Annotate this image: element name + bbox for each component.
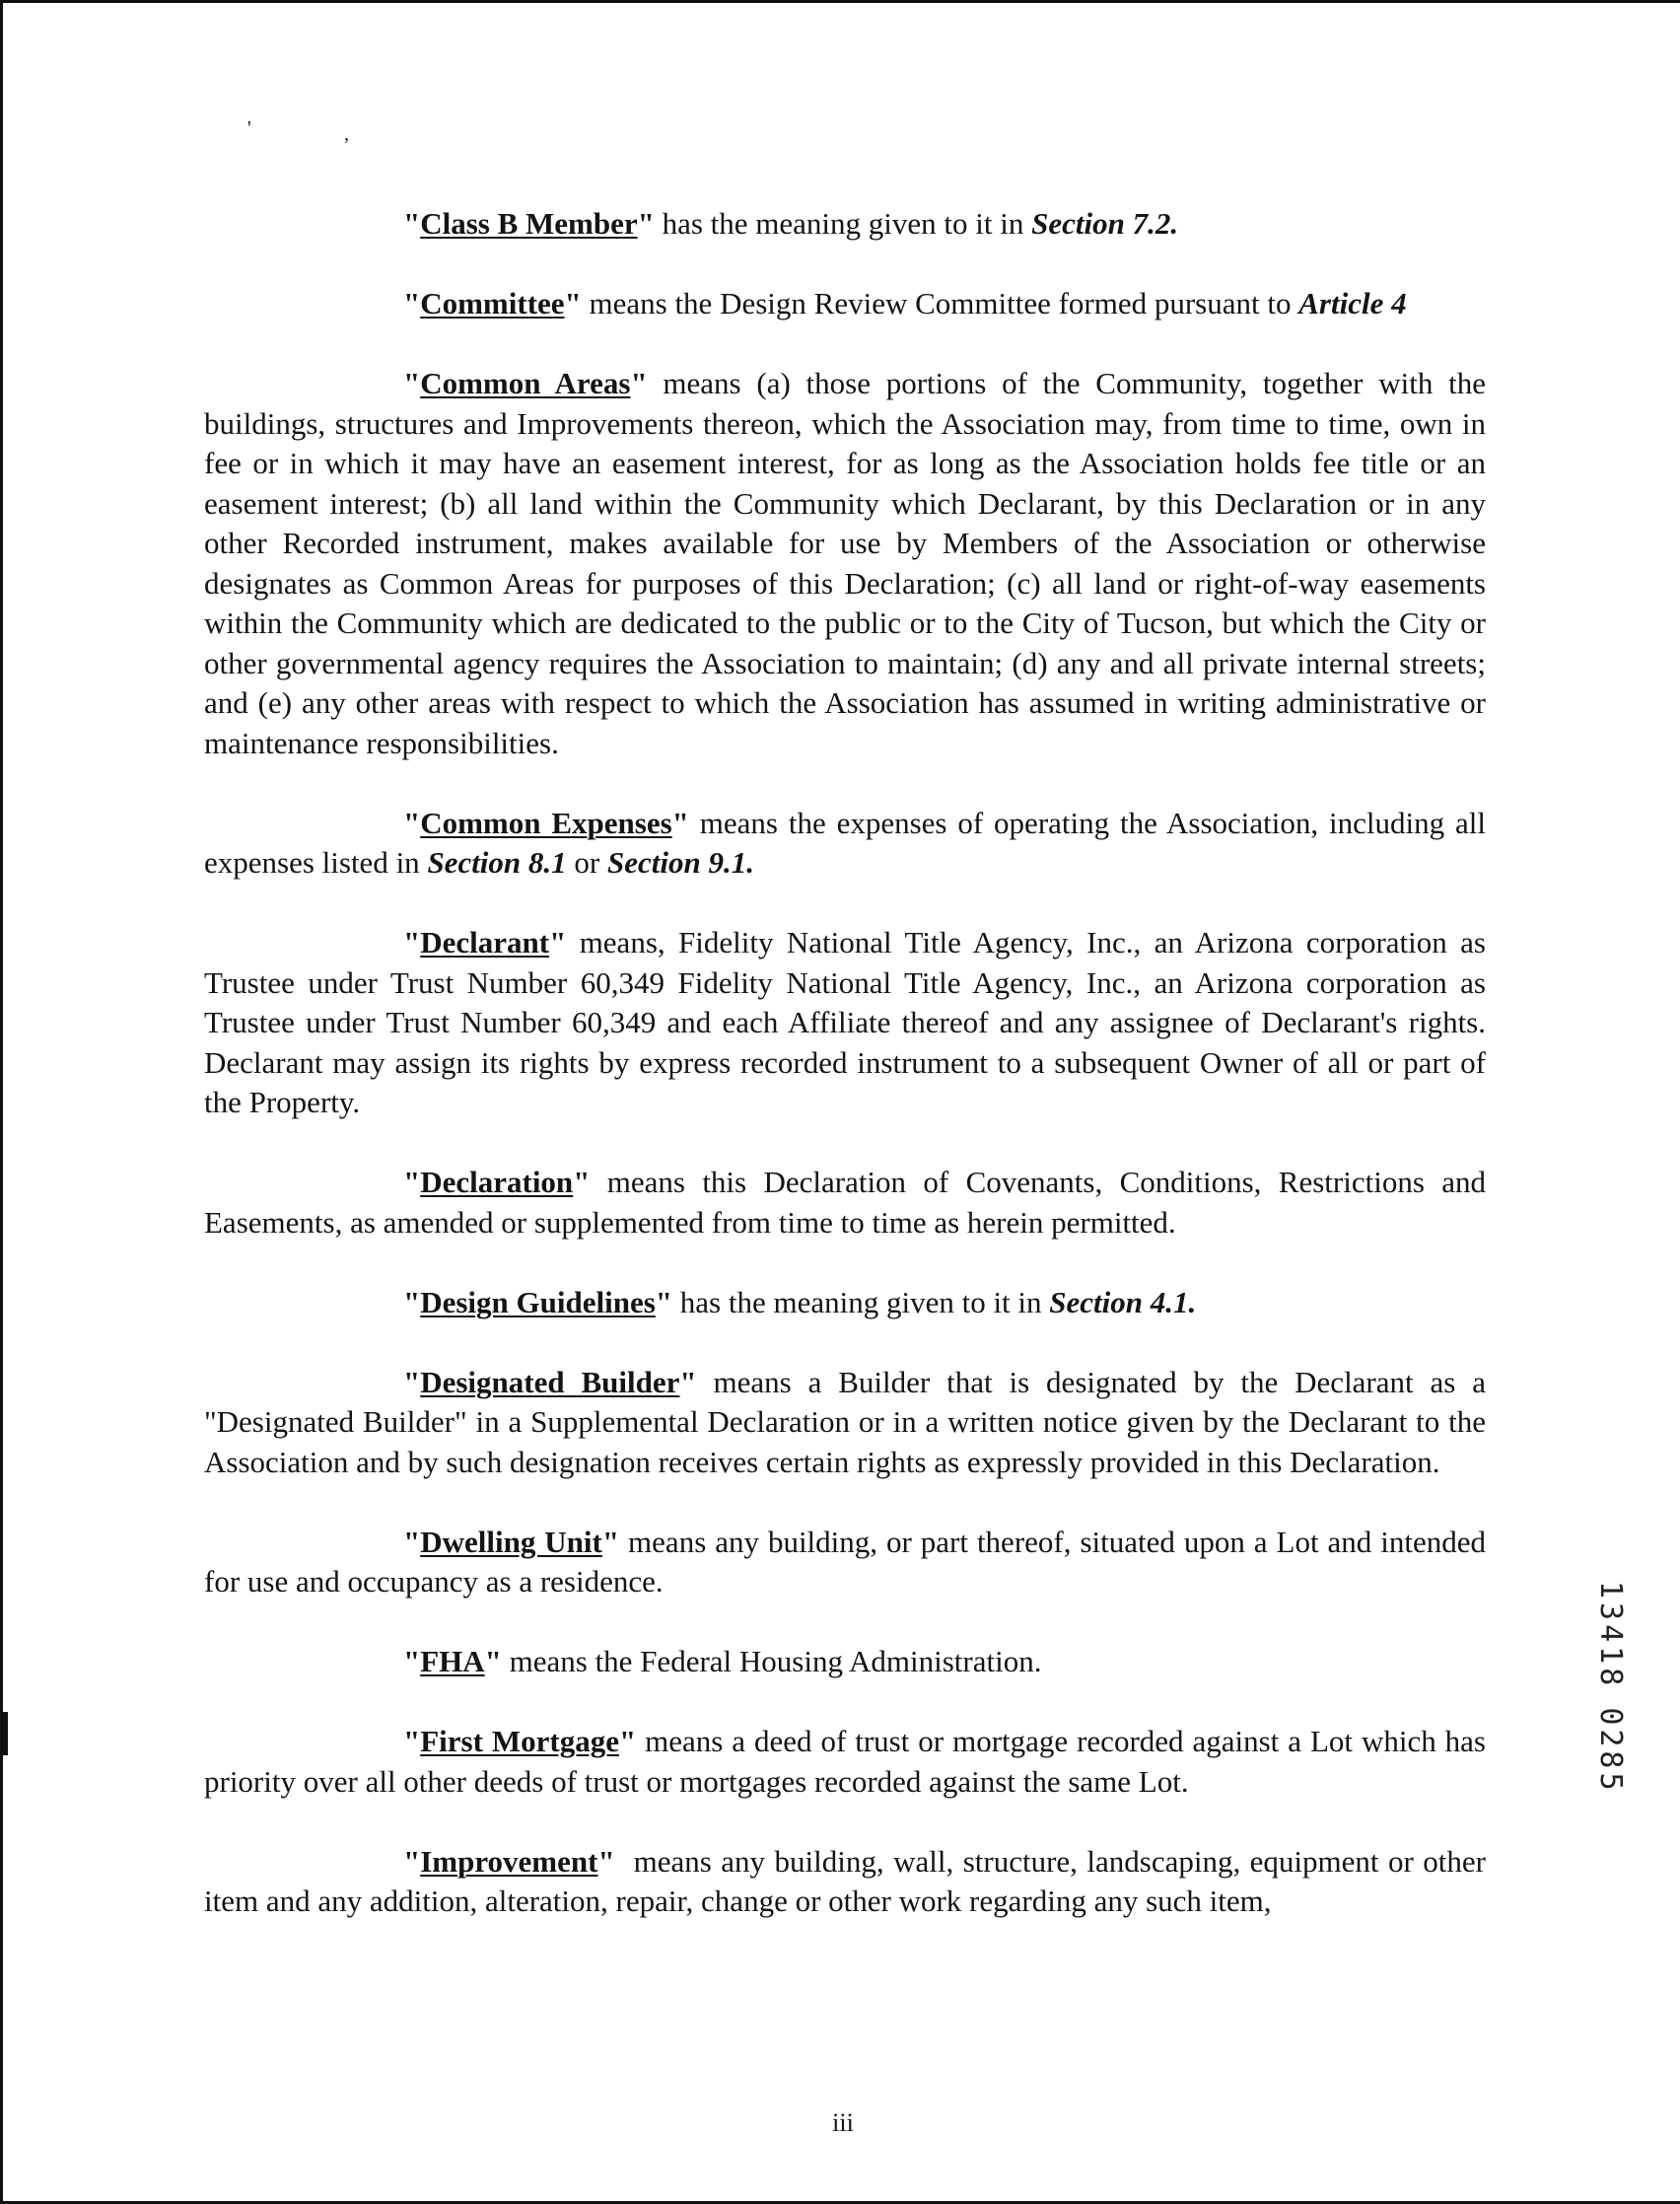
section-reference: Section 8.1 <box>427 845 567 880</box>
section-reference: Section 7.2 <box>1031 206 1171 241</box>
defined-term: "Common Areas" <box>403 366 648 400</box>
definition-design-guidelines: "Design Guidelines" has the meaning given to it in Section 4.1. <box>403 1284 1197 1319</box>
definition-dwelling-unit: "Dwelling Unit" means any building, or part thereof, situated upon a Lot and intended for use and occupancy as a residence. <box>204 1524 1486 1599</box>
definition-declaration: "Declaration" means this Declaration of Covenants, Conditions, Restrictions and Easements, as amended or supplemented from time to time as herein permitted. <box>204 1165 1486 1240</box>
definition-committee: "Committee" means the Design Review Committee formed pursuant to Article 4 <box>403 286 1407 320</box>
defined-term: "FHA" <box>403 1644 502 1678</box>
scan-mark-left: ' <box>247 117 251 139</box>
section-reference: Section 4.1 <box>1049 1284 1189 1319</box>
defined-term: "Dwelling Unit" <box>403 1524 620 1559</box>
page-number: iii <box>832 2108 854 2137</box>
definition-first-mortgage: "First Mortgage" means a deed of trust or mortgage recorded against a Lot which has priority over all other deeds of trust or mortgages recorded against the same Lot. <box>204 1724 1486 1799</box>
defined-term: "Declarant" <box>403 925 567 960</box>
defined-term: "Class B Member" <box>403 206 655 241</box>
defined-term: "Declaration" <box>403 1165 591 1199</box>
defined-term: "First Mortgage" <box>403 1724 637 1758</box>
definitions-list <box>204 204 1502 1961</box>
recording-page-number: 0285 <box>1593 1707 1628 1795</box>
recording-stamp <box>1593 1581 1628 1813</box>
defined-term: "Committee" <box>403 286 582 320</box>
article-reference: Article 4 <box>1298 286 1407 320</box>
scan-mark-right: , <box>344 123 349 145</box>
definition-common-expenses: "Common Expenses" means the expenses of operating the Association, including all expenses listed in Section 8.1 or Section 9.1. <box>204 805 1486 880</box>
section-reference: Section 9.1 <box>607 845 747 880</box>
definition-designated-builder: "Designated Builder" means a Builder that is designated by the Declarant as a "Designated Builder" in a Supplemental Declaration or in a written notice given by the Declarant to the Association and by such designation receives certain rights as expressly provided in this Declaration. <box>204 1364 1486 1479</box>
definition-common-areas: "Common Areas" means (a) those portions of the Community, together with the buildings, structures and Improvements thereon, which the Association may, from time to time, own in fee or in which it may have an easement interest, for as long as the Association holds fee title or an easement interest; (b) all land within the Community which Declarant, by this Declaration or in any other Recorded instrument, makes available for use by Members of the Association or otherwise designates as Common Areas for purposes of this Declaration; (c) all land or right-of-way easements within the Community which are dedicated to the public or to the City of Tucson, but which the City or other governmental agency requires the Association to maintain; (d) any and all private internal streets; and (e) any other areas with respect to which the Association has assumed in writing administrative or maintenance responsibilities. <box>204 366 1486 760</box>
recording-book-number: 13418 <box>1593 1581 1628 1690</box>
definition-improvement: "Improvement" means any building, wall, structure, landscaping, equipment or other item and any addition, alteration, repair, change or other work regarding any such item, <box>204 1843 1494 1918</box>
defined-term: "Design Guidelines" <box>403 1284 673 1319</box>
scan-edge-mark <box>3 1712 8 1755</box>
defined-term: "Designated Builder" <box>403 1364 697 1399</box>
definition-fha: "FHA" means the Federal Housing Administration. <box>403 1644 1042 1678</box>
definition-class-b-member: "Class B Member" has the meaning given to it in Section 7.2. <box>403 206 1179 241</box>
definition-declarant: "Declarant" means, Fidelity National Title Agency, Inc., an Arizona corporation as Trustee under Trust Number 60,349 Fidelity National Title Agency, Inc., an Arizona corporation as Trustee under Trust Number 60,349 and each Affiliate thereof and any assignee of Declarant's rights. Declarant may assign its rights by express recorded instrument to a subsequent Owner of all or part of the Property. <box>204 925 1502 1119</box>
defined-term: "Improvement" <box>403 1843 615 1879</box>
defined-term: "Common Expenses" <box>403 805 689 840</box>
